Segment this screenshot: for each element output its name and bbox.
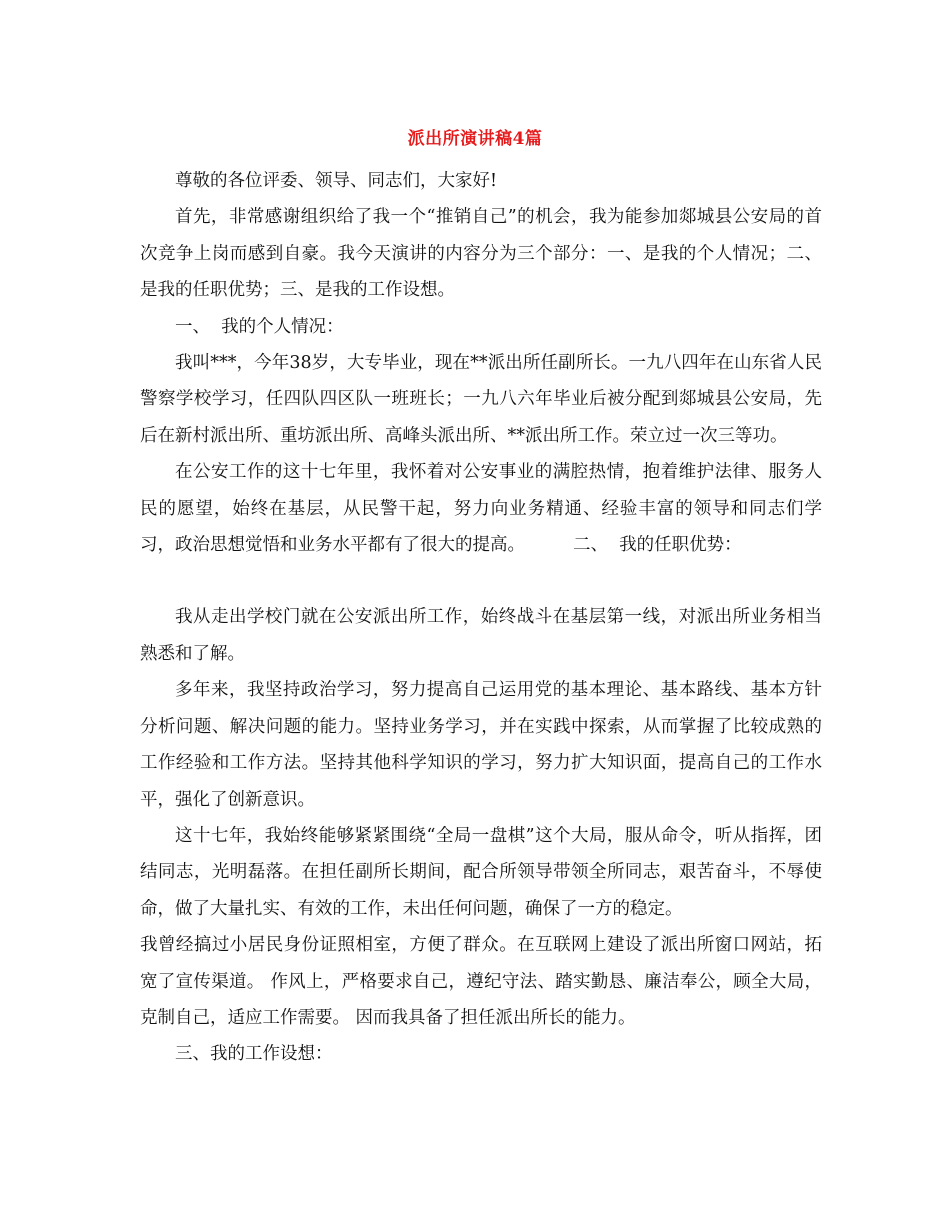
document-body — [140, 163, 822, 1073]
paragraph-intro: 首先，非常感谢组织给了我一个“推销自己”的机会，我为能参加郯城县公安局的首次竞争上岗而感到自豪。我今天演讲的内容分为三个部分：一、是我的个人情况；二、是我的任职优势；三、是我的工作设想。 — [140, 207, 822, 301]
paragraph-background: 我从走出学校门就在公安派出所工作，始终战斗在基层第一线，对派出所业务相当熟悉和了解。 — [140, 607, 822, 664]
section-heading-personal: 一、 我的个人情况： — [175, 316, 344, 337]
paragraph-career-text: 在公安工作的这十七年里，我怀着对公安事业的满腔热情，抱着维护法律、服务人民的愿望，始终在基层，从民警干起，努力向业务精通、经验丰富的领导和同志们学习，政治思想觉悟和业务水平都有了很大的提高。 — [140, 462, 822, 556]
paragraph-career — [140, 454, 822, 563]
paragraph-greeting: 尊敬的各位评委、领导、同志们，大家好! — [175, 171, 498, 191]
section-heading-advantages: 二、 我的任职优势： — [573, 535, 742, 556]
paragraph-achievements: 我曾经搞过小居民身份证照相室，方便了群众。在互联网上建设了派出所窗口网站，拓宽了宣传渠道。 作风上，严格要求自己，遵纪守法、踏实勤恳、廉洁奉公，顾全大局，克制自己，适应工作需要。 因而我具备了担任派出所长的能力。 — [140, 935, 822, 1028]
section-heading-plans: 三、我的工作设想： — [175, 1044, 333, 1065]
paragraph-study: 多年来，我坚持政治学习，努力提高自己运用党的基本理论、基本路线、基本方针分析问题、解决问题的能力。坚持业务学习，并在实践中探索，从而掌握了比较成熟的工作经验和工作方法。坚持其他科学知识的学习，努力扩大知识面，提高自己的工作水平，强化了创新意识。 — [140, 680, 822, 810]
document-title: 派出所演讲稿4篇 — [407, 129, 543, 149]
paragraph-personal-info: 我叫***，今年38岁，大专毕业，现在**派出所任副所长。一九八四年在山东省人民警察学校学习，任四队四区队一班班长；一九八六年毕业后被分配到郯城县公安局，先后在新村派出所、重坊派出所、高峰头派出所、**派出所工作。荣立过一次三等功。 — [140, 353, 822, 446]
paragraph-performance: 这十七年，我始终能够紧紧围绕“全局一盘棋”这个大局，服从命令，听从指挥，团结同志，光明磊落。在担任副所长期间，配合所领导带领全所同志，艰苦奋斗，不辱使命，做了大量扎实、有效的工作，未出任何问题，确保了一方的稳定。 — [140, 825, 822, 919]
paragraph-gap — [140, 563, 822, 599]
